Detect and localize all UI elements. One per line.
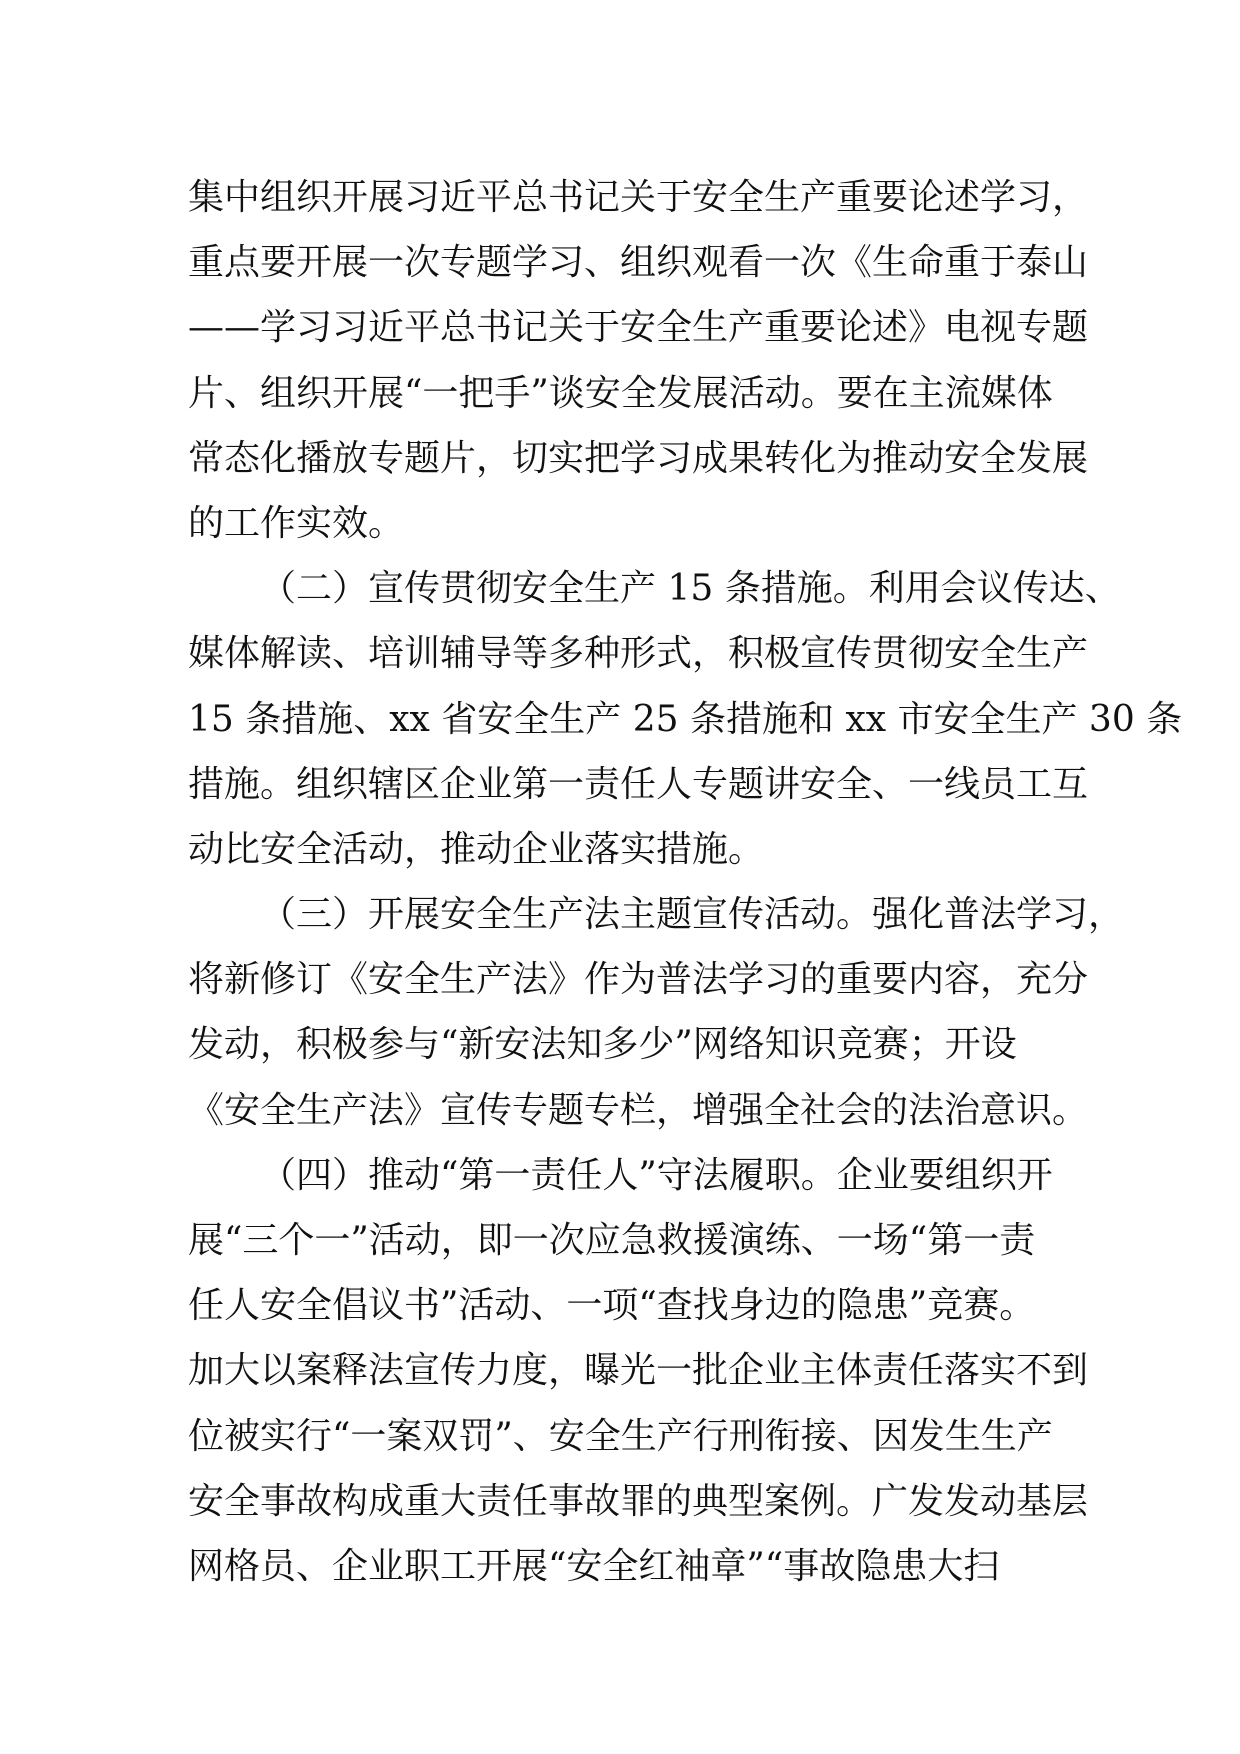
text-line: 集中组织开展习近平总书记关于安全生产重要论述学习，	[188, 177, 1089, 218]
text-line: 动比安全活动，推动企业落实措施。	[188, 828, 765, 870]
text-line: 加大以案释法宣传力度，曝光一批企业主体责任落实不到	[188, 1350, 1089, 1392]
text-line: ——学习习近平总书记关于安全生产重要论述》电视专题	[188, 307, 1089, 349]
text-line: 片、组织开展“一把手”谈安全发展活动。要在主流媒体	[188, 372, 1053, 414]
text-line: 《安全生产法》宣传专题专栏，增强全社会的法治意识。	[188, 1089, 1089, 1131]
text-line: 常态化播放专题片，切实把学习成果转化为推动安全发展	[188, 437, 1089, 479]
section-heading-line: （三）开展安全生产法主题宣传活动。强化普法学习，	[260, 894, 1125, 936]
text-line: 将新修订《安全生产法》作为普法学习的重要内容，充分	[188, 959, 1089, 1001]
text-line: 措施。组织辖区企业第一责任人专题讲安全、一线员工互	[188, 763, 1089, 805]
text-line: 网格员、企业职工开展“安全红袖章”“事故隐患大扫	[188, 1545, 1000, 1587]
text-line: 发动，积极参与“新安法知多少”网络知识竞赛；开设	[188, 1024, 1017, 1066]
text-line: 任人安全倡议书”活动、一项“查找身边的隐患”竞赛。	[188, 1285, 1036, 1327]
section-heading-line: （二）宣传贯彻安全生产 15 条措施。利用会议传达、	[260, 568, 1121, 610]
document-body	[188, 165, 1183, 1599]
text-line: 的工作实效。	[188, 502, 405, 544]
text-line: 展“三个一”活动，即一次应急救援演练、一场“第一责	[188, 1220, 1036, 1261]
text-line: 位被实行“一案双罚”、安全生产行刑衔接、因发生生产	[188, 1415, 1053, 1457]
section-heading-line: （四）推动“第一责任人”守法履职。企业要组织开	[260, 1154, 1053, 1196]
text-line: 15 条措施、xx 省安全生产 25 条措施和 xx 市安全生产 30 条	[188, 698, 1183, 740]
text-line: 重点要开展一次专题学习、组织观看一次《生命重于泰山	[188, 242, 1089, 284]
text-line: 媒体解读、培训辅导等多种形式，积极宣传贯彻安全生产	[188, 633, 1089, 675]
text-line: 安全事故构成重大责任事故罪的典型案例。广发发动基层	[188, 1480, 1089, 1522]
